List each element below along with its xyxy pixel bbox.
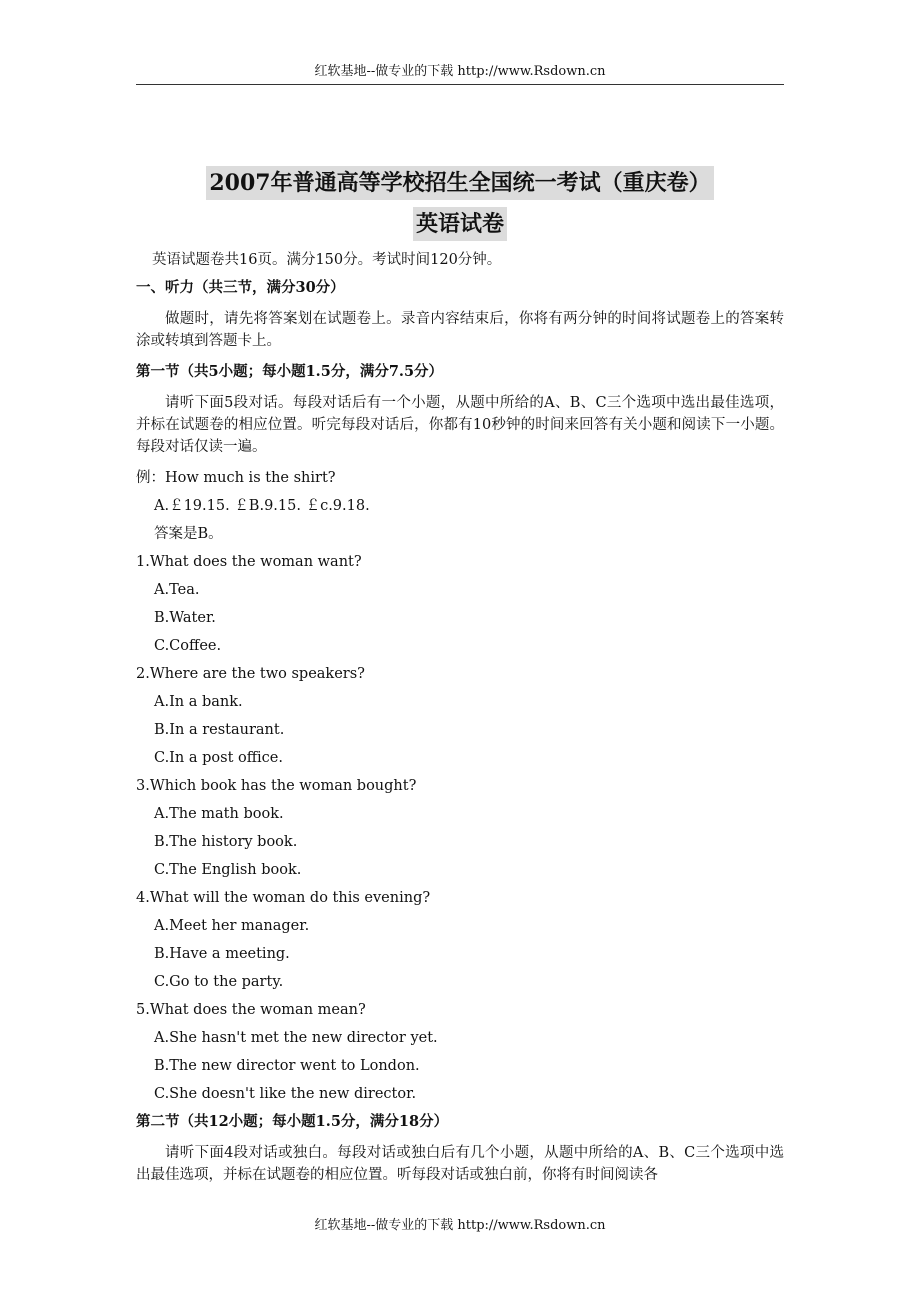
question-4-option-b: B.Have a meeting. [154,946,290,962]
question-1-option-a: A.Tea. [154,582,200,598]
question-3-option-b: B.The history book. [154,834,298,850]
question-1-option-c: C.Coffee. [154,638,222,654]
question-5-option-a: A.She hasn't met the new director yet. [154,1030,438,1046]
question-4-option-c: C.Go to the party. [154,974,284,990]
question-5-option-b: B.The new director went to London. [154,1058,420,1074]
part1-heading: 一、听力（共三节，满分30分） [136,279,345,296]
question-1: 1.What does the woman want? [136,554,362,570]
section2-instruction: 请听下面4段对话或独白。每段对话或独白后有几个小题，从题中所给的A、B、C三个选项中选出最佳选项，并标在试题卷的相应位置。听每段对话或独白前，你将有时间阅读各 [136,1145,784,1183]
exam-subtitle: 英语试卷 [413,207,507,241]
question-1-option-b: B.Water. [154,610,216,626]
header-rule [136,84,784,85]
question-2-option-c: C.In a post office. [154,750,283,766]
question-3-option-c: C.The English book. [154,862,302,878]
question-4-option-a: A.Meet her manager. [154,918,310,934]
question-3: 3.Which book has the woman bought? [136,778,417,794]
example-answer: 答案是B。 [154,526,223,542]
example-options: A.￡19.15. ￡B.9.15. ￡c.9.18. [154,498,370,514]
example-question: 例：How much is the shirt? [136,470,336,486]
question-3-option-a: A.The math book. [154,806,284,822]
question-2: 2.Where are the two speakers? [136,666,365,682]
exam-subtitle-row [136,207,784,241]
question-2-option-b: B.In a restaurant. [154,722,285,738]
page-footer: 红软基地--做专业的下载 http://www.Rsdown.cn [314,1218,606,1233]
intro-text: 英语试题卷共16页。满分150分。考试时间120分钟。 [152,252,502,268]
document-body [136,246,784,1192]
question-5-option-c: C.She doesn't like the new director. [154,1086,417,1102]
section2-heading: 第二节（共12小题；每小题1.5分，满分18分） [136,1113,449,1130]
question-4: 4.What will the woman do this evening? [136,890,431,906]
section1-heading: 第一节（共5小题；每小题1.5分，满分7.5分） [136,363,444,380]
exam-title: 2007年普通高等学校招生全国统一考试（重庆卷） [206,166,713,200]
question-2-option-a: A.In a bank. [154,694,243,710]
exam-title-row [136,166,784,200]
part1-instruction: 做题时，请先将答案划在试题卷上。录音内容结束后，你将有两分钟的时间将试题卷上的答案转涂或转填到答题卡上。 [136,311,784,349]
question-5: 5.What does the woman mean? [136,1002,366,1018]
page-header: 红软基地--做专业的下载 http://www.Rsdown.cn [314,64,606,79]
section1-instruction: 请听下面5段对话。每段对话后有一个小题，从题中所给的A、B、C三个选项中选出最佳选项，并标在试题卷的相应位置。听完每段对话后，你都有10秒钟的时间来回答有关小题和阅读下一小题。每段对话仅读一遍。 [136,395,784,455]
